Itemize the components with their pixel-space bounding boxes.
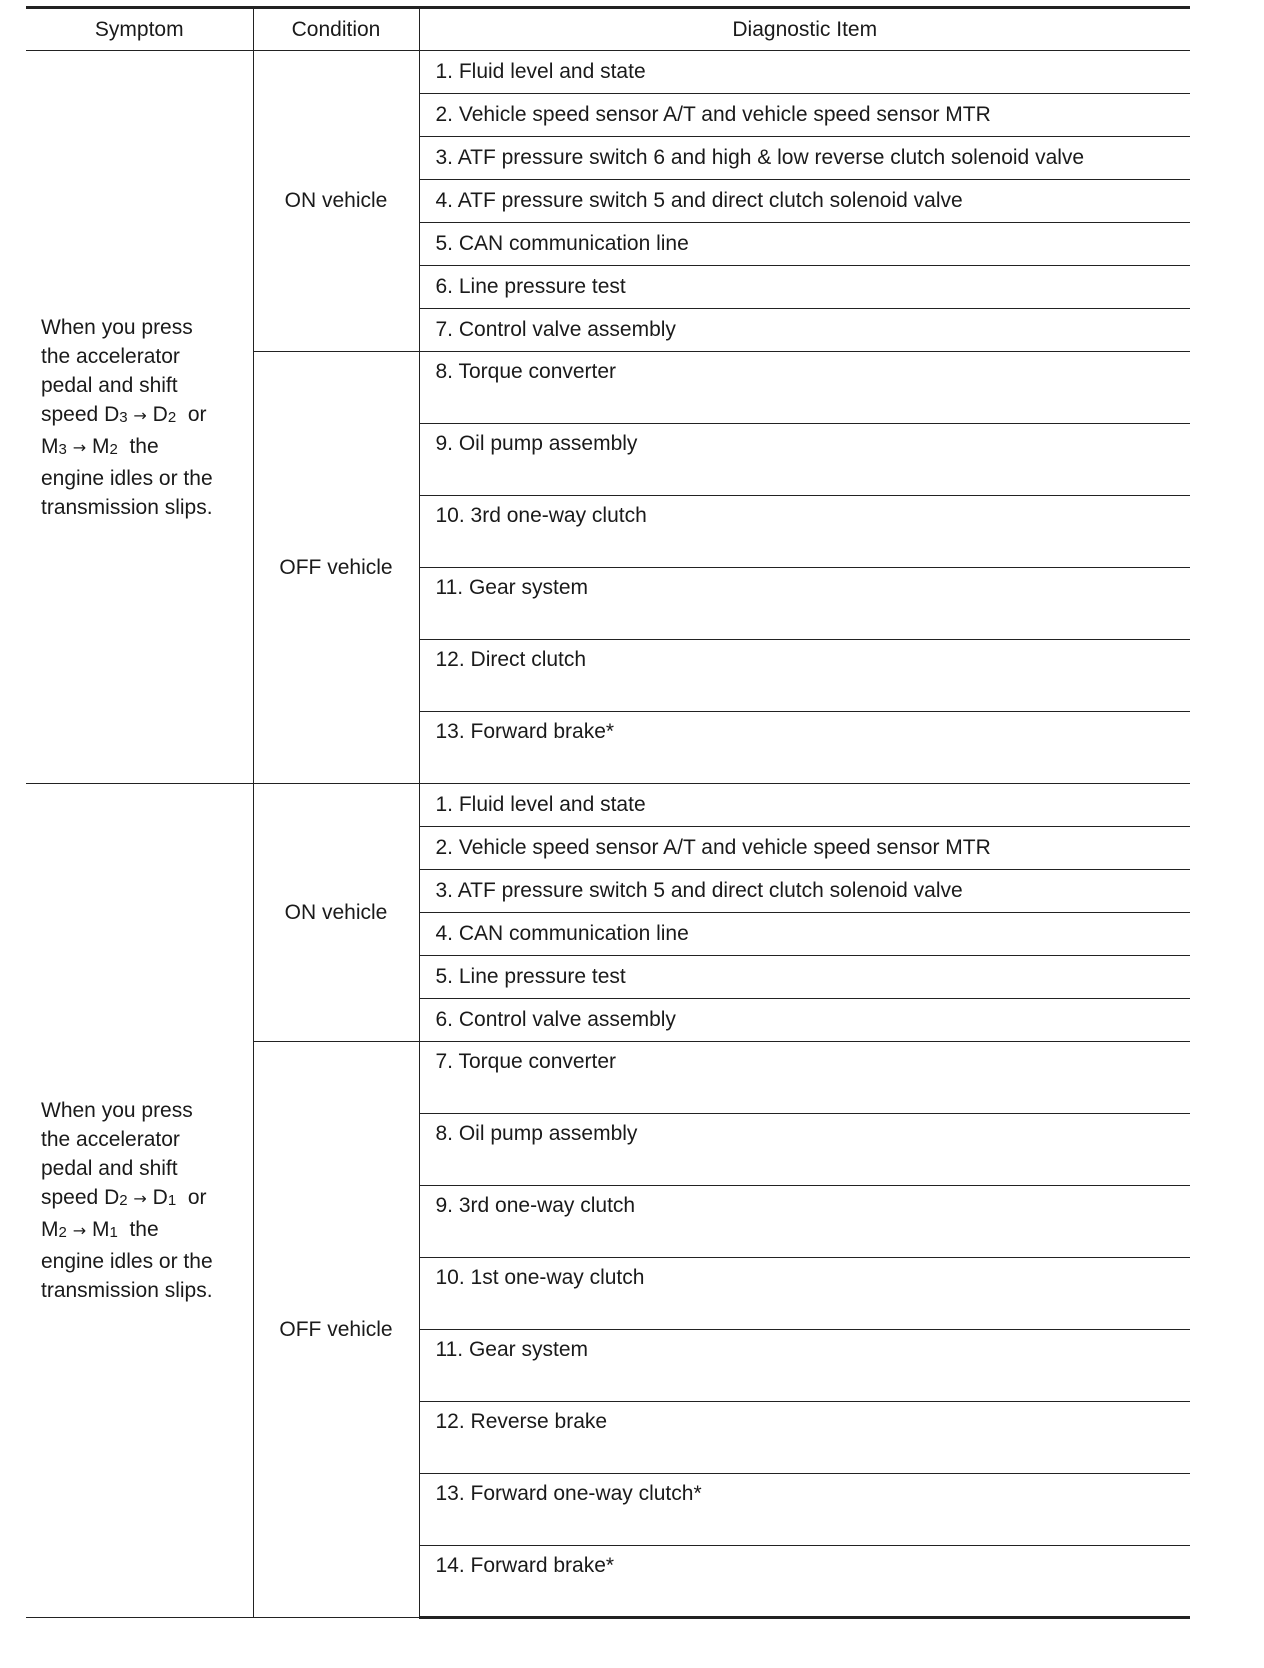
- diagnostic-item-cell: 12. Reverse brake: [419, 1402, 1190, 1474]
- table-row: [26, 784, 1190, 827]
- diagnostic-item-cell: 3. ATF pressure switch 5 and direct clutch solenoid valve: [419, 870, 1190, 913]
- symptom-text: engine idles or the: [41, 466, 213, 490]
- diagnostic-item-cell: 7. Torque converter: [419, 1042, 1190, 1114]
- symptom-text: transmission slips.: [41, 1279, 213, 1302]
- gear-subscript: 2: [58, 1224, 67, 1241]
- gear-subscript: 2: [167, 408, 177, 426]
- gear-subscript: 1: [167, 1192, 177, 1209]
- symptom-cell: [26, 51, 253, 784]
- gear-subscript: 2: [109, 440, 118, 458]
- diagnostic-item-cell: 6. Control valve assembly: [419, 999, 1190, 1042]
- symptom-text: engine idles or the: [41, 1250, 213, 1273]
- condition-off-vehicle: OFF vehicle: [253, 352, 419, 784]
- diagnostic-table: [26, 6, 1190, 1619]
- symptom-text: or: [187, 1186, 207, 1209]
- diagnostic-item-cell: 11. Gear system: [419, 568, 1190, 640]
- symptom-text: speed: [41, 1186, 99, 1209]
- gear-subscript: 3: [58, 440, 67, 458]
- symptom-text: →: [133, 1189, 147, 1208]
- condition-on-vehicle: ON vehicle: [253, 784, 419, 1042]
- header-row: [26, 8, 1190, 51]
- symptom-text: When you press: [41, 1099, 193, 1122]
- diagnostic-item-cell: 13. Forward brake*: [419, 712, 1190, 784]
- symptom-text: M: [41, 1218, 59, 1241]
- header-condition: Condition: [253, 8, 419, 51]
- symptom-text: →: [72, 437, 87, 457]
- diagnostic-item-cell: 4. CAN communication line: [419, 913, 1190, 956]
- diagnostic-item-cell: 8. Torque converter: [419, 352, 1190, 424]
- symptom-text: D: [152, 402, 168, 426]
- diagnostic-item-cell: 2. Vehicle speed sensor A/T and vehicle speed sensor MTR: [419, 94, 1190, 137]
- diagnostic-item-cell: 2. Vehicle speed sensor A/T and vehicle speed sensor MTR: [419, 827, 1190, 870]
- symptom-text: transmission slips.: [41, 495, 213, 519]
- condition-off-vehicle: OFF vehicle: [253, 1042, 419, 1618]
- diagnostic-item-cell: 4. ATF pressure switch 5 and direct clutch solenoid valve: [419, 180, 1190, 223]
- symptom-text: pedal and shift: [41, 1157, 178, 1180]
- diagnostic-item-cell: 1. Fluid level and state: [419, 784, 1190, 827]
- symptom-text: When you press: [41, 315, 193, 339]
- symptom-text: speed: [41, 402, 99, 426]
- gear-subscript: 2: [119, 1192, 128, 1209]
- symptom-text: or: [187, 402, 207, 426]
- diagnostic-item-cell: 11. Gear system: [419, 1330, 1190, 1402]
- symptom-text: D: [104, 1186, 120, 1209]
- symptom-text: the accelerator: [41, 344, 180, 368]
- gear-subscript: 1: [109, 1224, 118, 1241]
- symptom-text: M: [91, 434, 110, 458]
- symptom-text: →: [133, 405, 147, 425]
- diagnostic-item-cell: 14. Forward brake*: [419, 1546, 1190, 1618]
- diagnostic-item-cell: 10. 3rd one-way clutch: [419, 496, 1190, 568]
- diagnostic-item-cell: 5. CAN communication line: [419, 223, 1190, 266]
- diagnostic-item-cell: 7. Control valve assembly: [419, 309, 1190, 352]
- symptom-text: →: [72, 1221, 87, 1240]
- diagnostic-item-cell: 10. 1st one-way clutch: [419, 1258, 1190, 1330]
- diagnostic-item-cell: 12. Direct clutch: [419, 640, 1190, 712]
- diagnostic-item-cell: 5. Line pressure test: [419, 956, 1190, 999]
- gear-subscript: 3: [119, 408, 128, 426]
- symptom-text: the: [129, 434, 159, 458]
- diagnostic-item-cell: 9. 3rd one-way clutch: [419, 1186, 1190, 1258]
- diagnostic-item-cell: 9. Oil pump assembly: [419, 424, 1190, 496]
- table-row: [26, 51, 1190, 94]
- symptom-text: the: [129, 1218, 159, 1241]
- symptom-text: M: [41, 434, 59, 458]
- symptom-text: pedal and shift: [41, 373, 178, 397]
- diagnostic-item-cell: 1. Fluid level and state: [419, 51, 1190, 94]
- diagnostic-item-cell: 3. ATF pressure switch 6 and high & low reverse clutch solenoid valve: [419, 137, 1190, 180]
- diagnostic-item-cell: 8. Oil pump assembly: [419, 1114, 1190, 1186]
- symptom-text: M: [91, 1218, 110, 1241]
- diagnostic-item-cell: 13. Forward one-way clutch*: [419, 1474, 1190, 1546]
- header-diagnostic-item: Diagnostic Item: [419, 8, 1190, 51]
- diagnostic-item-cell: 6. Line pressure test: [419, 266, 1190, 309]
- condition-on-vehicle: ON vehicle: [253, 51, 419, 352]
- symptom-text: D: [104, 402, 120, 426]
- header-symptom: Symptom: [26, 8, 253, 51]
- symptom-text: the accelerator: [41, 1128, 180, 1151]
- symptom-cell: [26, 784, 253, 1618]
- symptom-text: D: [152, 1186, 168, 1209]
